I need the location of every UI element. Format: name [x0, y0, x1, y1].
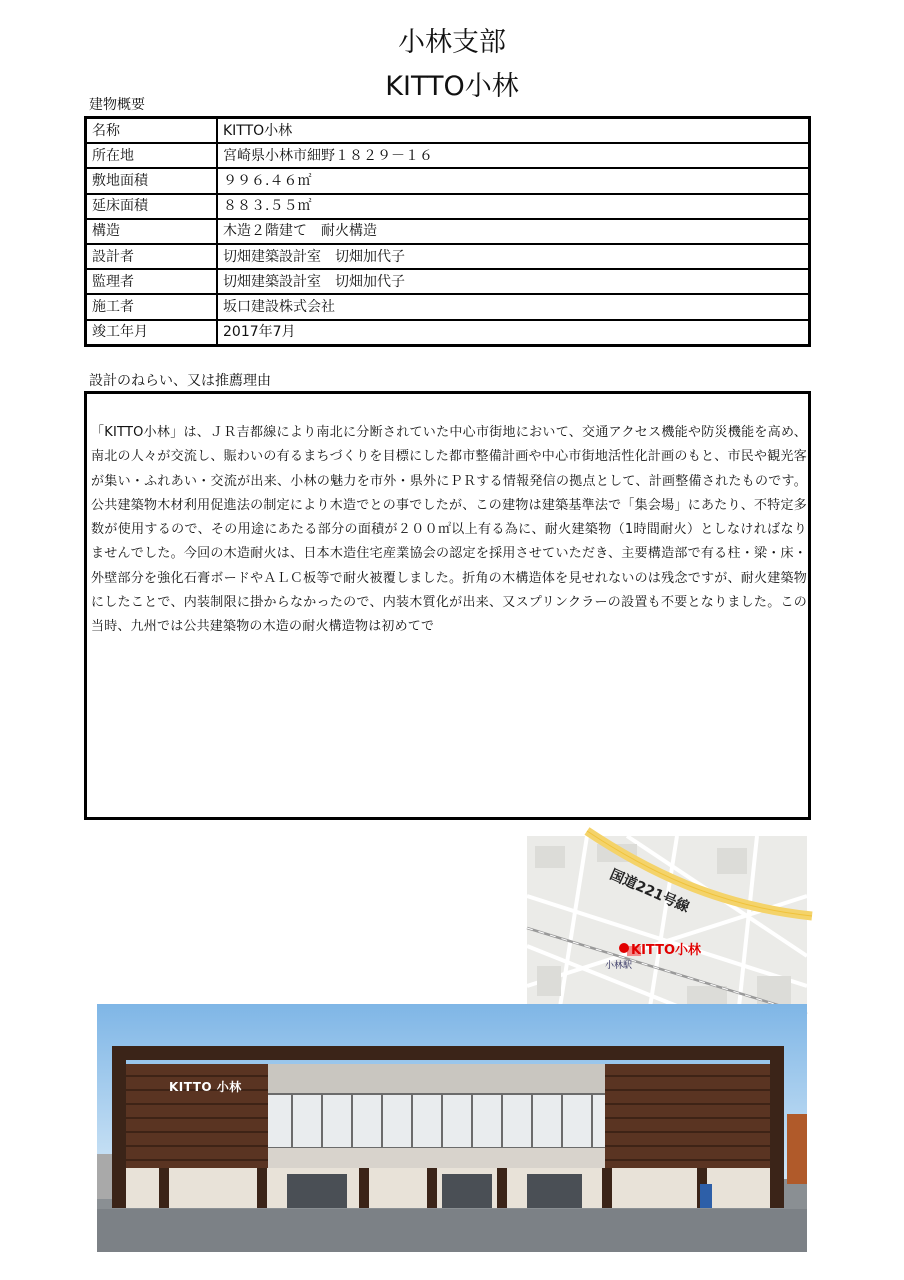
map-graphic — [527, 836, 807, 1026]
building-title: KITTO小林 — [385, 71, 519, 102]
row-value: ８８３.５５㎡ — [217, 194, 810, 219]
table-row — [86, 219, 810, 244]
reason-box — [84, 391, 811, 820]
road-label: 国道221号線 — [607, 866, 692, 917]
reason-label: 設計のねらい、又は推薦理由 — [89, 373, 271, 389]
row-value: 宮崎県小林市細野１８２９－１６ — [217, 143, 810, 168]
table-row — [86, 244, 810, 269]
reason-text: 「KITTO小林」は、ＪＲ吉都線により南北に分断されていた中心市街地において、交通アクセス機能や防災機能を高め、南北の人々が交流し、賑わいの有るまちづくりを目標にした都市整備計画や中心市街地活性化計画のもと、市民や観光客が集い・ふれあい・交流が出来、小林の魅力を市外・県外にＰＲする情報発信の拠点として、計画整備されたものです。 公共建築物木材利用促進法の制定により木造でとの事でしたが、この建物は建築基準法で「集会場」にあたり、不特定多数が使用するので、その用途にあたる部分の面積が２００㎡以上有る為に、耐火建築物（1時間耐火）としなければなりませんでした。今回の木造耐火は、日本木造住宅産業協会の認定を採用させていただき、主要構造部で有る柱・梁・床・外壁部分を強化石膏ボードやＡＬＣ板等で耐火被覆しました。折角の木構造体を見せれないのは残念ですが、耐火建築物にしたことで、内装制限に掛からなかったので、内装木質化が出来、又スプリンクラーの設置も不要となりました。この当時、九州では公共建築物の木造の耐火構造物は初めてで — [91, 425, 807, 635]
building-sign: KITTO 小林 — [169, 1080, 242, 1094]
row-key: 敷地面積 — [86, 168, 218, 193]
row-key: 施工者 — [86, 294, 218, 319]
row-key: 監理者 — [86, 269, 218, 294]
row-value: 2017年7月 — [217, 320, 810, 346]
row-key: 名称 — [86, 118, 218, 144]
table-row — [86, 118, 810, 144]
row-value: 切畑建築設計室 切畑加代子 — [217, 244, 810, 269]
table-row — [86, 143, 810, 168]
branch-title: 小林支部 — [398, 27, 506, 58]
row-value: 木造２階建て 耐火構造 — [217, 219, 810, 244]
photo-graphic — [97, 1004, 807, 1252]
map-marker-label: KITTO小林 — [631, 943, 701, 958]
row-value: ９９６.４６㎡ — [217, 168, 810, 193]
building-photo — [97, 1004, 807, 1252]
table-row — [86, 194, 810, 219]
row-value: KITTO小林 — [217, 118, 810, 144]
table-row — [86, 294, 810, 319]
row-key: 構造 — [86, 219, 218, 244]
row-value: 坂口建設株式会社 — [217, 294, 810, 319]
station-label: 小林駅 — [605, 961, 633, 971]
row-key: 設計者 — [86, 244, 218, 269]
overview-label: 建物概要 — [89, 97, 145, 113]
table-row — [86, 269, 810, 294]
table-row — [86, 168, 810, 193]
table-row — [86, 320, 810, 346]
row-key: 所在地 — [86, 143, 218, 168]
location-map — [527, 836, 807, 1026]
overview-table — [84, 116, 811, 347]
row-key: 竣工年月 — [86, 320, 218, 346]
row-key: 延床面積 — [86, 194, 218, 219]
row-value: 切畑建築設計室 切畑加代子 — [217, 269, 810, 294]
